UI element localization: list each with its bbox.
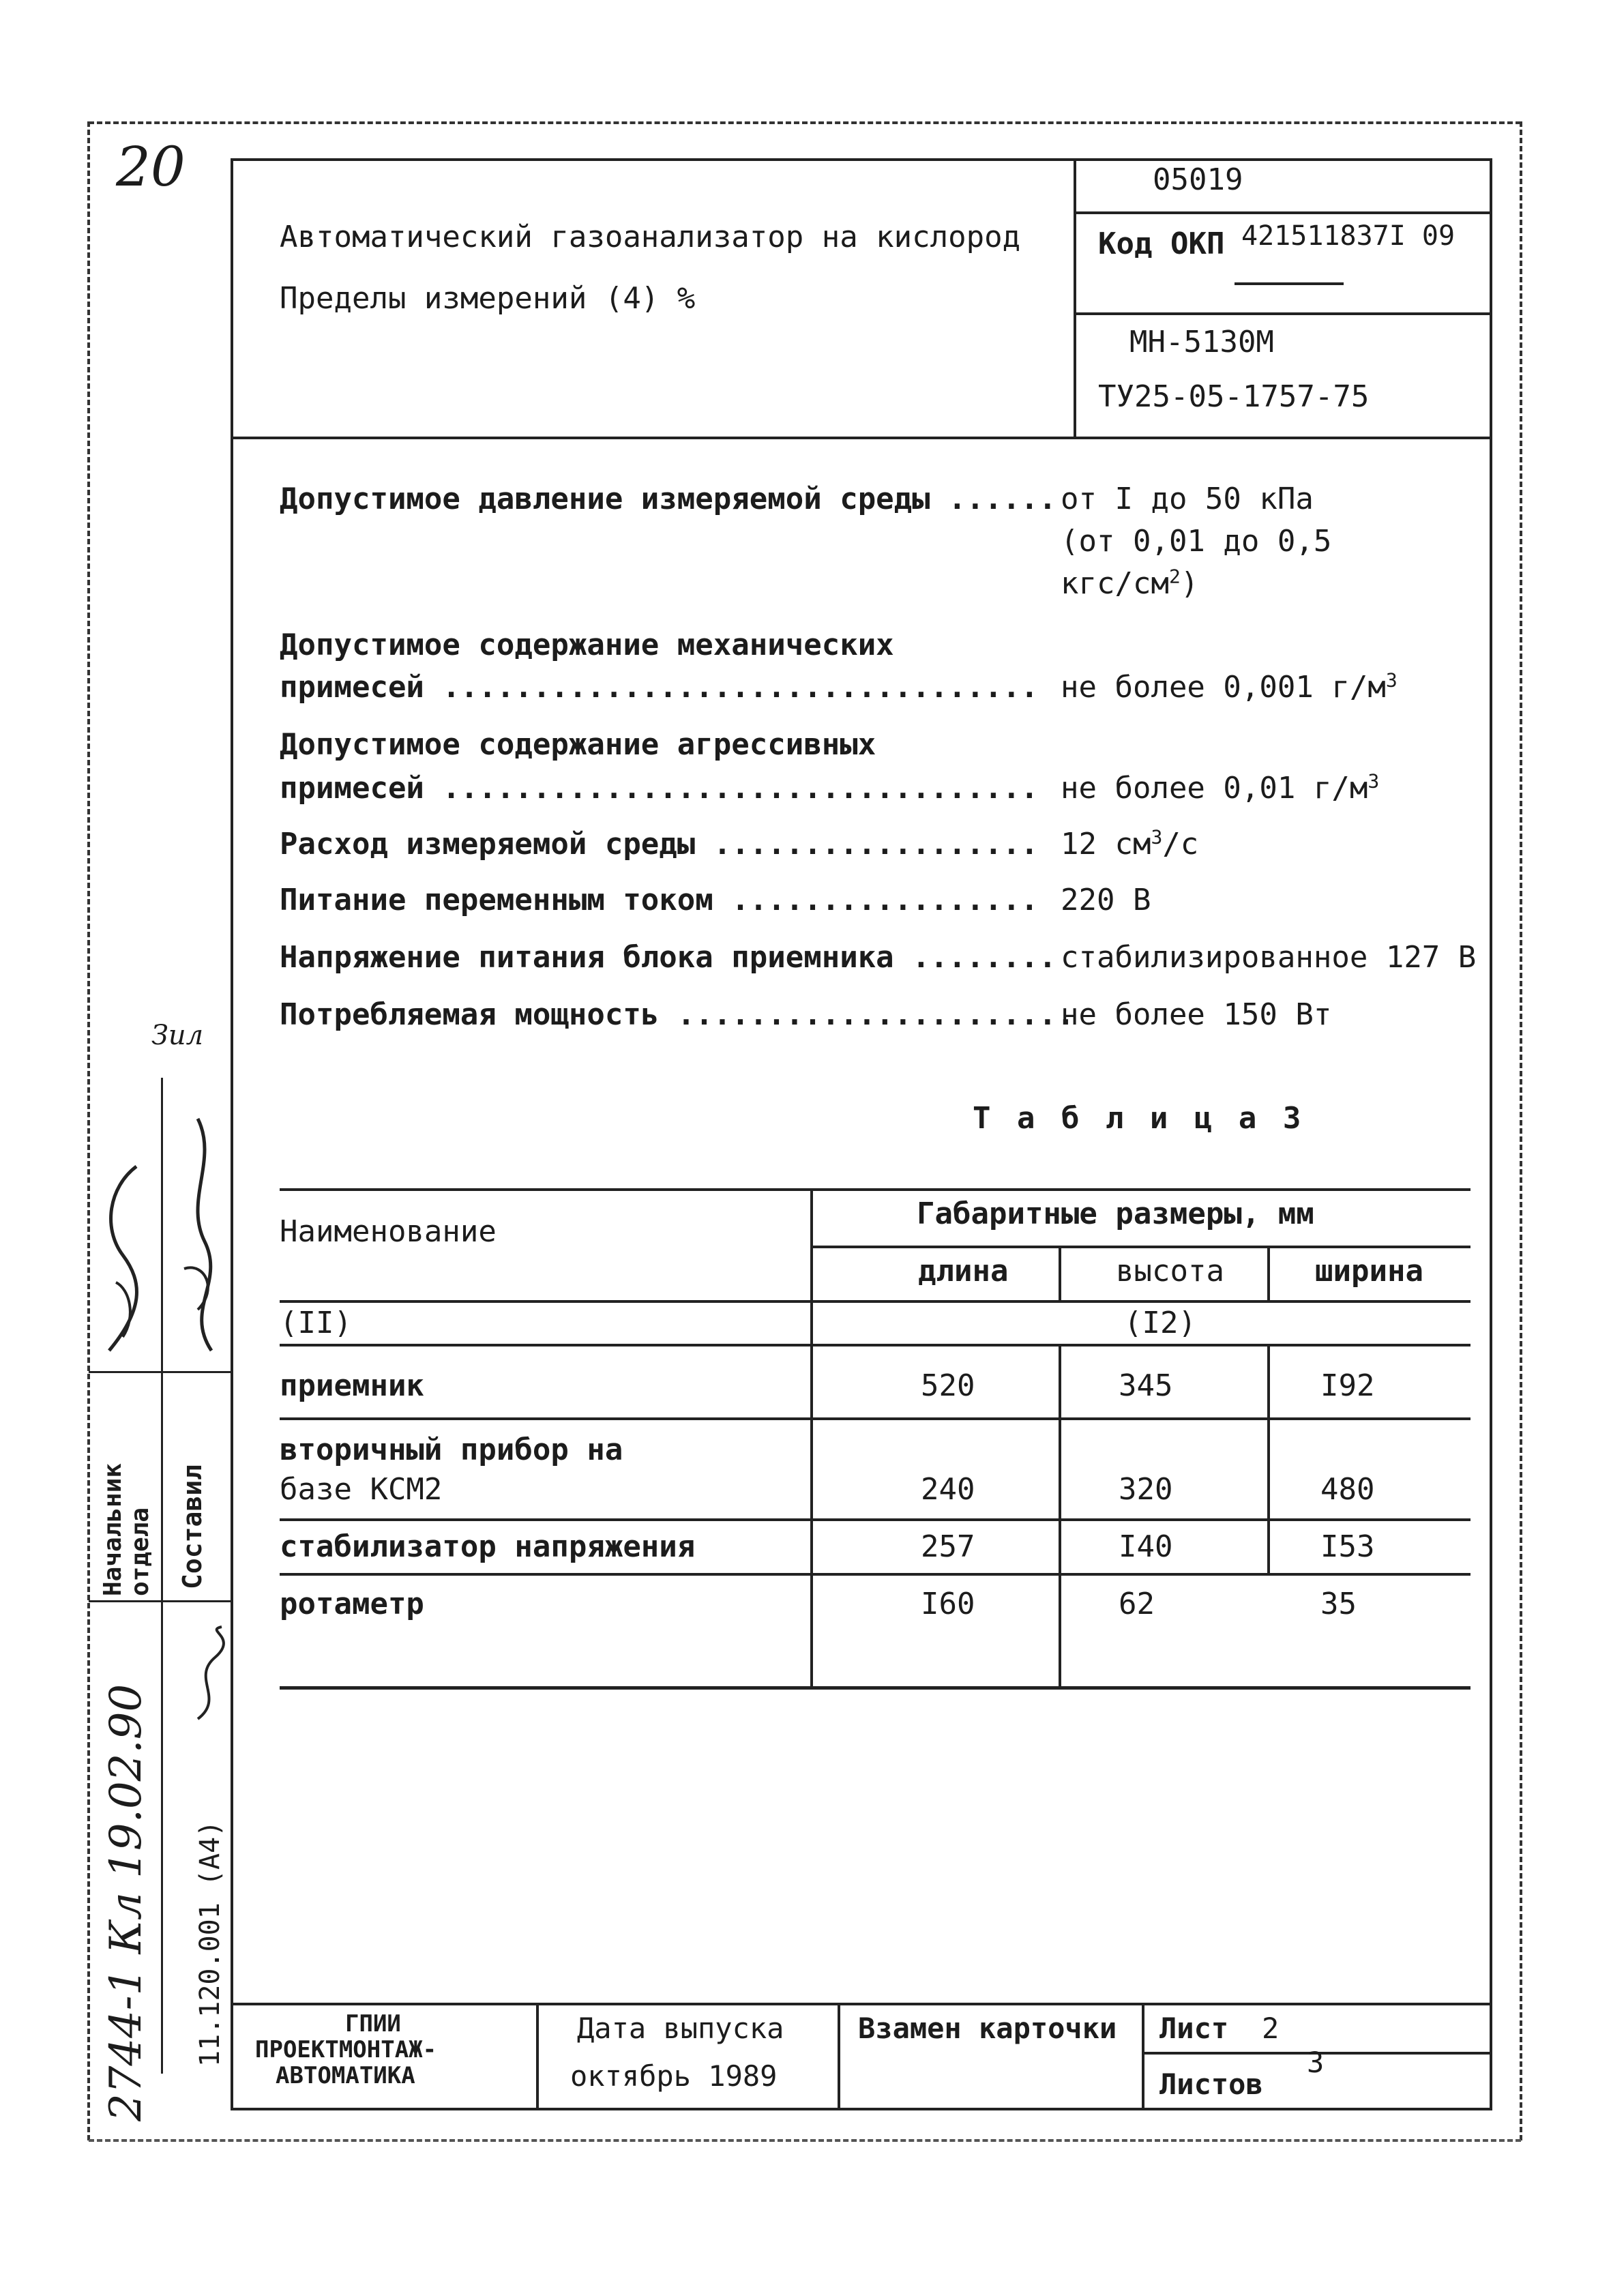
organization-name-1: ГПИИ bbox=[345, 2010, 401, 2037]
product-title: Автоматический газоанализатор на кислород bbox=[280, 220, 1021, 254]
col-header-width: ширина bbox=[1315, 1254, 1423, 1289]
row-length: 240 bbox=[921, 1472, 975, 1507]
okp-label: Код ОКП bbox=[1098, 226, 1225, 261]
ac-power-label: Питание переменным током ................. bbox=[280, 883, 1039, 917]
page-frame-right bbox=[1520, 121, 1522, 2140]
model-number: МН-5130М bbox=[1129, 325, 1274, 359]
mechanical-impurities-value: не более 0,001 $г/м^3$ bbox=[1061, 668, 1398, 705]
footer-bottom-line bbox=[231, 2108, 1492, 2110]
table-row2-bottom bbox=[280, 1518, 1470, 1521]
page-frame-bottom bbox=[89, 2139, 1521, 2142]
stamp-divider-2 bbox=[89, 1600, 232, 1602]
footer-divider-3 bbox=[1142, 2003, 1144, 2109]
code-row-line-2 bbox=[1074, 312, 1491, 315]
replaces-card-label: Взамен карточки bbox=[858, 2012, 1117, 2045]
organization-name-2: ПРОЕКТМОНТАЖ- bbox=[255, 2036, 437, 2063]
total-sheets-label: Листов bbox=[1159, 2067, 1263, 2101]
row-name: ротаметр bbox=[280, 1587, 424, 1621]
footer-divider-2 bbox=[838, 2003, 840, 2109]
signature-head-of-department bbox=[95, 1146, 150, 1364]
sheet-number: 2 bbox=[1262, 2012, 1280, 2045]
flow-rate-label: Расход измеряемой среды .................. bbox=[280, 827, 1039, 862]
table-row3-bottom bbox=[280, 1573, 1470, 1576]
signature-note: Зил bbox=[151, 1020, 204, 1051]
table-bottom-line bbox=[280, 1686, 1470, 1690]
page-frame-left bbox=[87, 121, 90, 2140]
col-header-length: длина bbox=[918, 1254, 1009, 1289]
aggressive-impurities-label: Допустимое содержание агрессивных bbox=[280, 727, 876, 762]
footer-top-line bbox=[231, 2003, 1492, 2005]
row-height: I40 bbox=[1119, 1529, 1173, 1564]
table-col-divider-3 bbox=[1267, 1246, 1270, 1301]
code-top: 05019 bbox=[1153, 162, 1243, 197]
row-width: 35 bbox=[1320, 1587, 1357, 1621]
table-caption: Т а б л и ц а 3 bbox=[973, 1101, 1305, 1136]
row-width: I53 bbox=[1320, 1529, 1375, 1564]
stamp-line-1 bbox=[161, 1078, 163, 2074]
pressure-value-kgf: (от 0,01 до 0,5 bbox=[1061, 524, 1332, 559]
pressure-label: Допустимое давление измеряемой среды ...... bbox=[280, 482, 1057, 516]
tu-number: ТУ25-05-1757-75 bbox=[1098, 379, 1370, 414]
table-index-right: (I2) bbox=[1124, 1306, 1196, 1340]
code-row-line-1 bbox=[1074, 211, 1491, 214]
row-length: 520 bbox=[921, 1368, 975, 1403]
table-header-bottom bbox=[280, 1300, 1470, 1303]
head-of-department-label: Начальник отдела bbox=[99, 1462, 154, 1596]
table-row1-bottom bbox=[280, 1417, 1470, 1420]
row-name: вторичный прибор на bbox=[280, 1432, 623, 1467]
table-group-line bbox=[810, 1246, 1470, 1248]
page-number: 20 bbox=[116, 135, 186, 198]
organization-name-3: АВТОМАТИКА bbox=[276, 2062, 415, 2089]
power-consumption-label: Потребляемая мощность ...................... bbox=[280, 997, 1075, 1032]
table-top-line bbox=[280, 1188, 1470, 1191]
release-date-label: Дата выпуска bbox=[577, 2012, 784, 2045]
handwritten-registration: 2744-1 Кл 19.02.90 bbox=[101, 1683, 151, 2121]
ac-power-value: 220 В bbox=[1061, 883, 1151, 917]
stamp-initials bbox=[184, 1623, 232, 1726]
okp-underline bbox=[1235, 282, 1344, 285]
col-header-height: высота bbox=[1116, 1254, 1224, 1289]
footer-divider-1 bbox=[536, 2003, 539, 2109]
total-sheets-number: 3 bbox=[1307, 2046, 1325, 2079]
signature-compiled-by bbox=[171, 1105, 232, 1364]
row-height: 320 bbox=[1119, 1472, 1173, 1507]
header-code-divider bbox=[1074, 158, 1076, 438]
table-index-bottom bbox=[280, 1344, 1470, 1346]
row-name-continued: базе КСМ2 bbox=[280, 1472, 443, 1507]
measurement-range: Пределы измерений (4) % bbox=[280, 281, 696, 316]
aggressive-impurities-label-2: примесей ................................. bbox=[280, 771, 1039, 806]
header-divider bbox=[231, 437, 1492, 439]
row-height: 345 bbox=[1119, 1368, 1173, 1403]
mechanical-impurities-label-2: примесей ................................. bbox=[280, 670, 1039, 705]
receiver-voltage-label: Напряжение питания блока приемника ........ bbox=[280, 940, 1057, 975]
table-col-divider-1 bbox=[810, 1188, 813, 1689]
page-frame-top bbox=[89, 121, 1521, 124]
stamp-divider bbox=[89, 1371, 232, 1373]
mechanical-impurities-label: Допустимое содержание механических bbox=[280, 628, 894, 662]
table-col-divider-3b bbox=[1267, 1344, 1270, 1576]
flow-rate-value: 12 $см^3/с$ bbox=[1061, 825, 1199, 862]
table-index-left: (II) bbox=[280, 1306, 352, 1340]
row-width: 480 bbox=[1320, 1472, 1375, 1507]
row-height: 62 bbox=[1119, 1587, 1155, 1621]
col-header-name: Наименование bbox=[280, 1214, 497, 1249]
table-col-divider-2b bbox=[1059, 1344, 1061, 1689]
compiled-by-label: Составил bbox=[177, 1464, 207, 1589]
pressure-value: от I до 50 кПа bbox=[1061, 482, 1314, 516]
row-width: I92 bbox=[1320, 1368, 1375, 1403]
release-date-value: октябрь 1989 bbox=[570, 2059, 778, 2093]
row-name: стабилизатор напряжения bbox=[280, 1529, 696, 1564]
receiver-voltage-value: стабилизированное 127 В bbox=[1061, 940, 1477, 975]
aggressive-impurities-value: не более 0,01 $г/м^3$ bbox=[1061, 769, 1380, 806]
form-code: 11.120.001 (А4) bbox=[194, 1820, 226, 2067]
card-border-right bbox=[1490, 158, 1492, 2109]
table-col-divider-2 bbox=[1059, 1246, 1061, 1301]
row-name: приемник bbox=[280, 1368, 424, 1403]
okp-value: 421511837I 09 bbox=[1241, 220, 1455, 252]
pressure-value-unit: кгс/$см^2$) bbox=[1061, 565, 1199, 601]
col-header-group: Габаритные размеры, мм bbox=[917, 1196, 1314, 1231]
row-length: I60 bbox=[921, 1587, 975, 1621]
sheet-label: Лист bbox=[1159, 2012, 1229, 2045]
row-length: 257 bbox=[921, 1529, 975, 1564]
power-consumption-value: не более 150 Вт bbox=[1061, 997, 1332, 1032]
card-border-top bbox=[231, 158, 1492, 161]
